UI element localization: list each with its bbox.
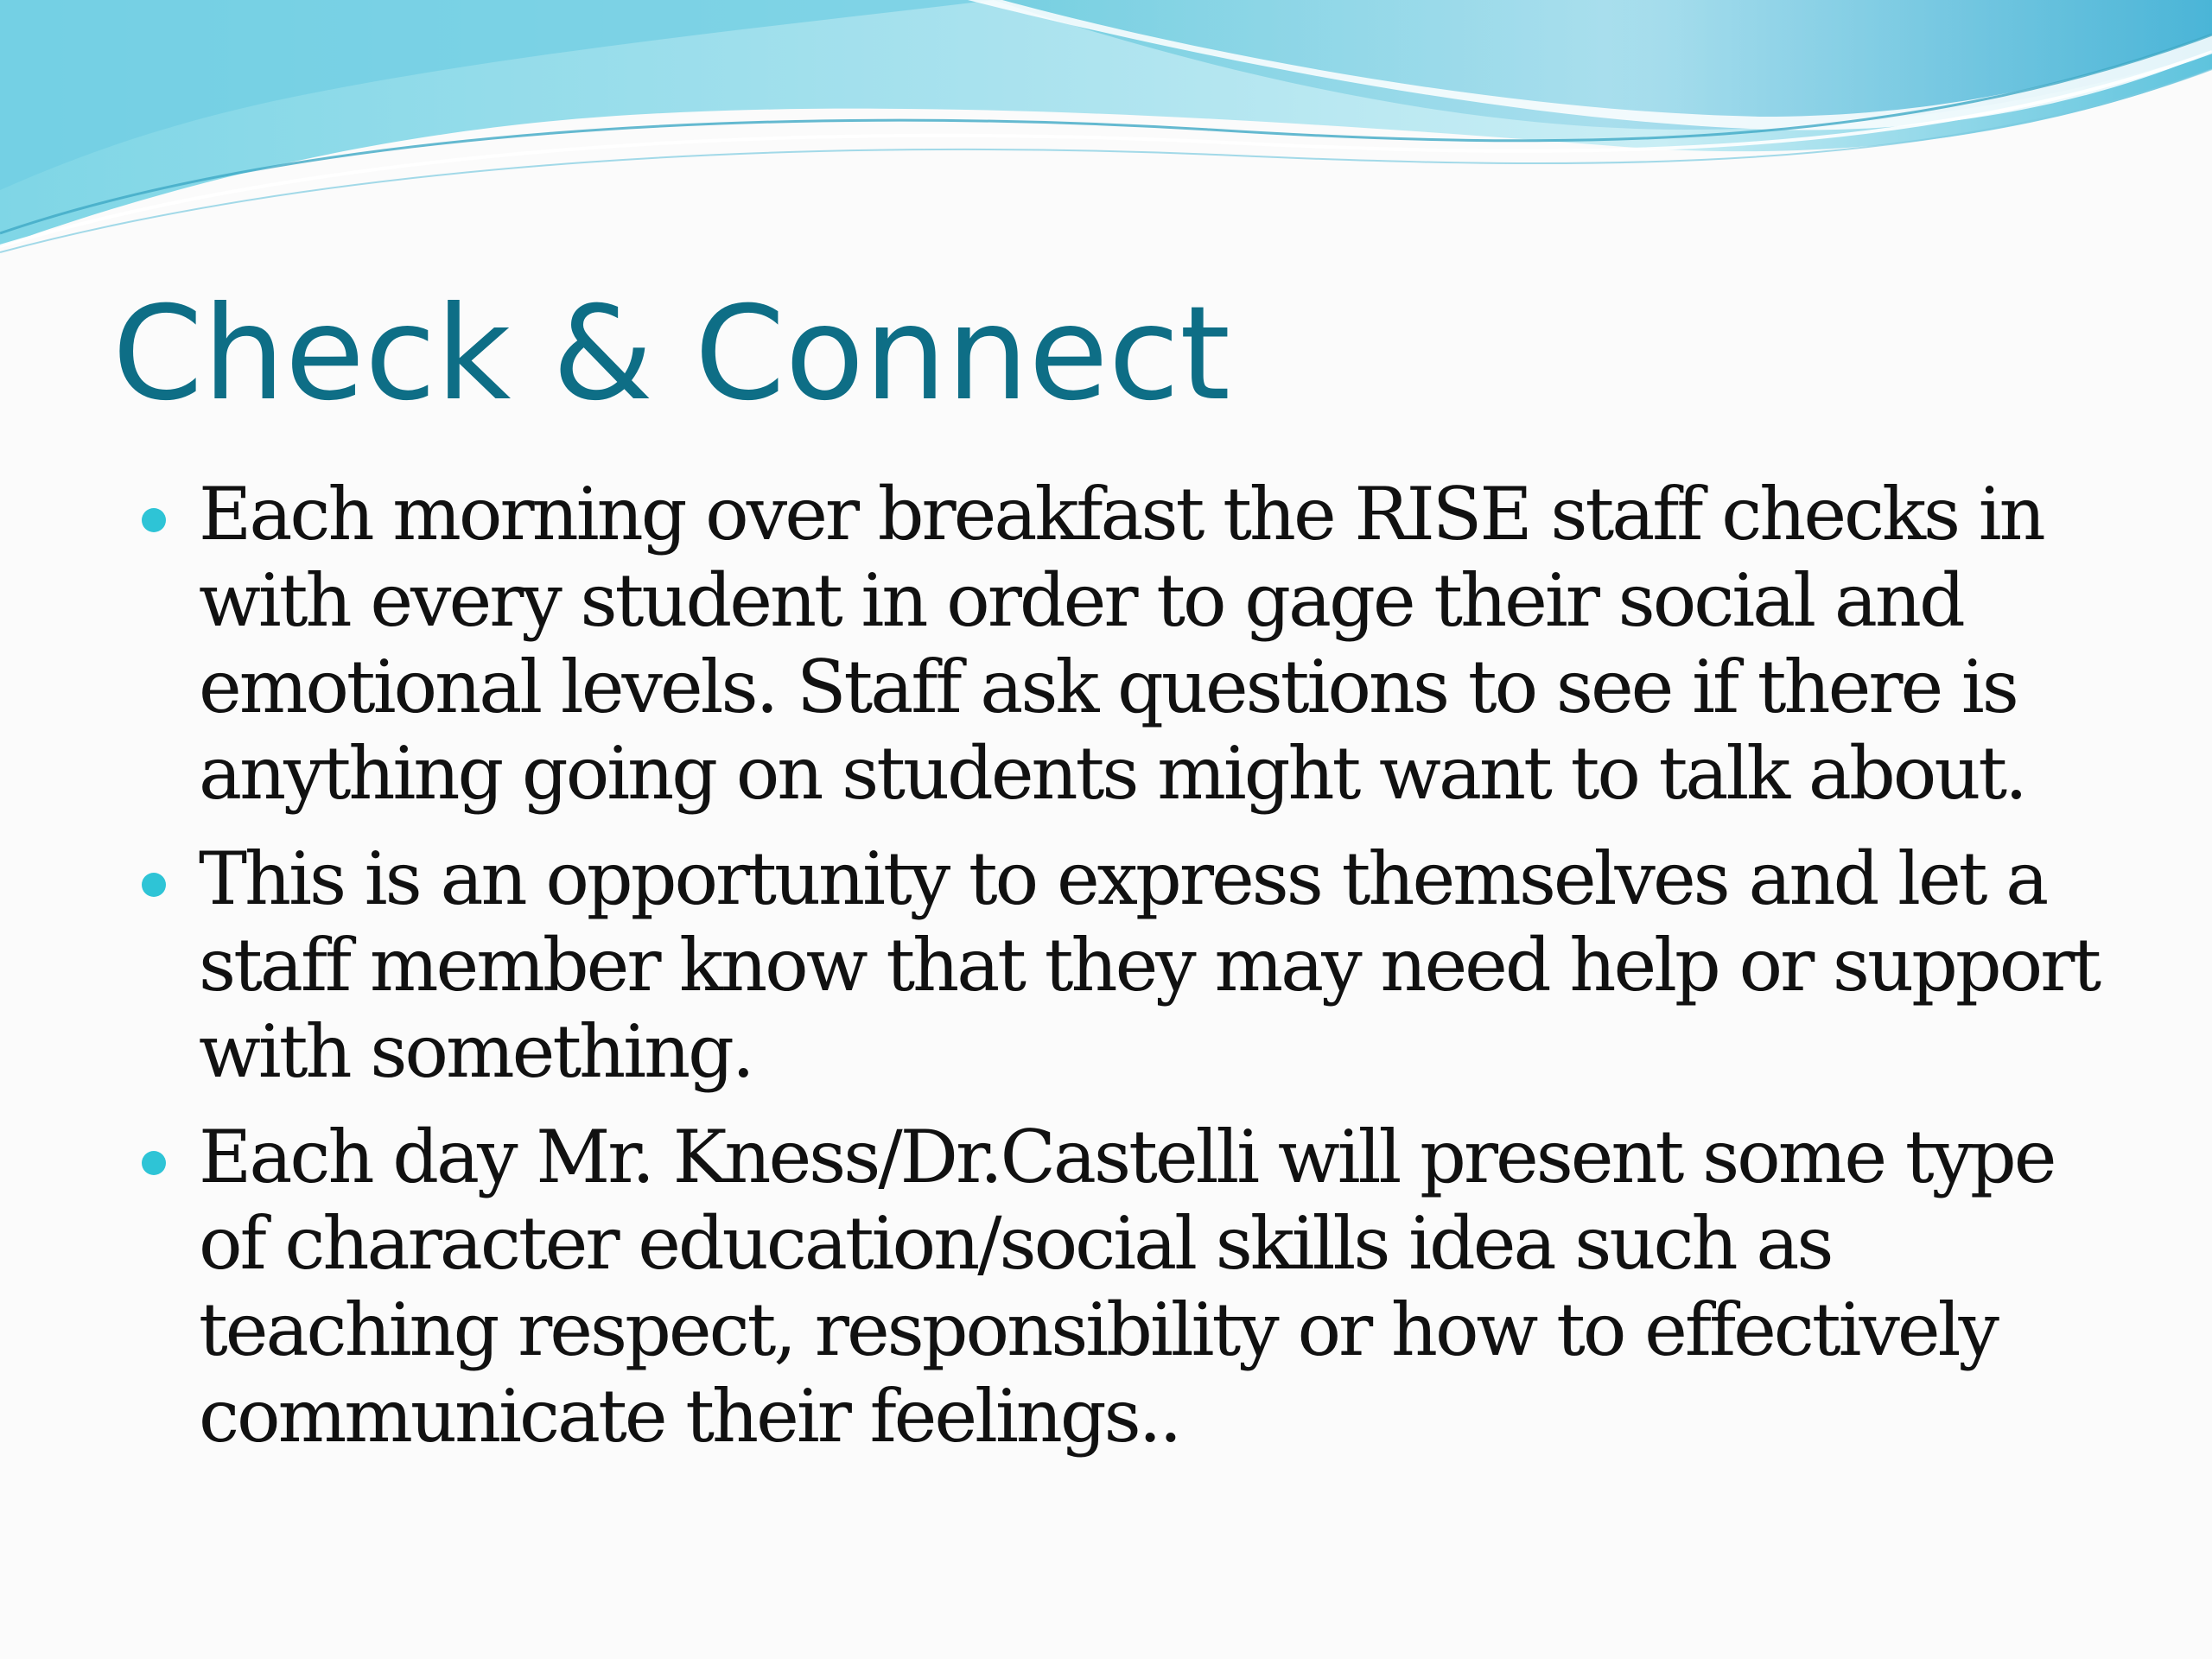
slide-title: Check & Connect bbox=[112, 279, 1230, 429]
header-wave-decoration bbox=[0, 0, 2212, 259]
bullet-list bbox=[138, 471, 2100, 1478]
bullet-text: This is an opportunity to express themselves and let a staff member know that they may need help or support with something. bbox=[199, 836, 2100, 1094]
bullet-dot-icon bbox=[142, 508, 166, 532]
bullet-text: Each morning over breakfast the RISE staff checks in with every student in order to gage their social and emotional levels. Staff ask questions to see if there is anything going on students might want to talk about. bbox=[199, 472, 2044, 816]
bullet-text: Each day Mr. Kness/Dr.Castelli will present some type of character education/social skills idea such as teaching respect, responsibility or how to effectively communicate their feelings.. bbox=[199, 1115, 2055, 1459]
bullet-dot-icon bbox=[142, 873, 166, 897]
bullet-item bbox=[138, 1114, 2100, 1459]
bullet-item bbox=[138, 836, 2100, 1095]
bullet-dot-icon bbox=[142, 1151, 166, 1175]
bullet-item bbox=[138, 471, 2100, 817]
